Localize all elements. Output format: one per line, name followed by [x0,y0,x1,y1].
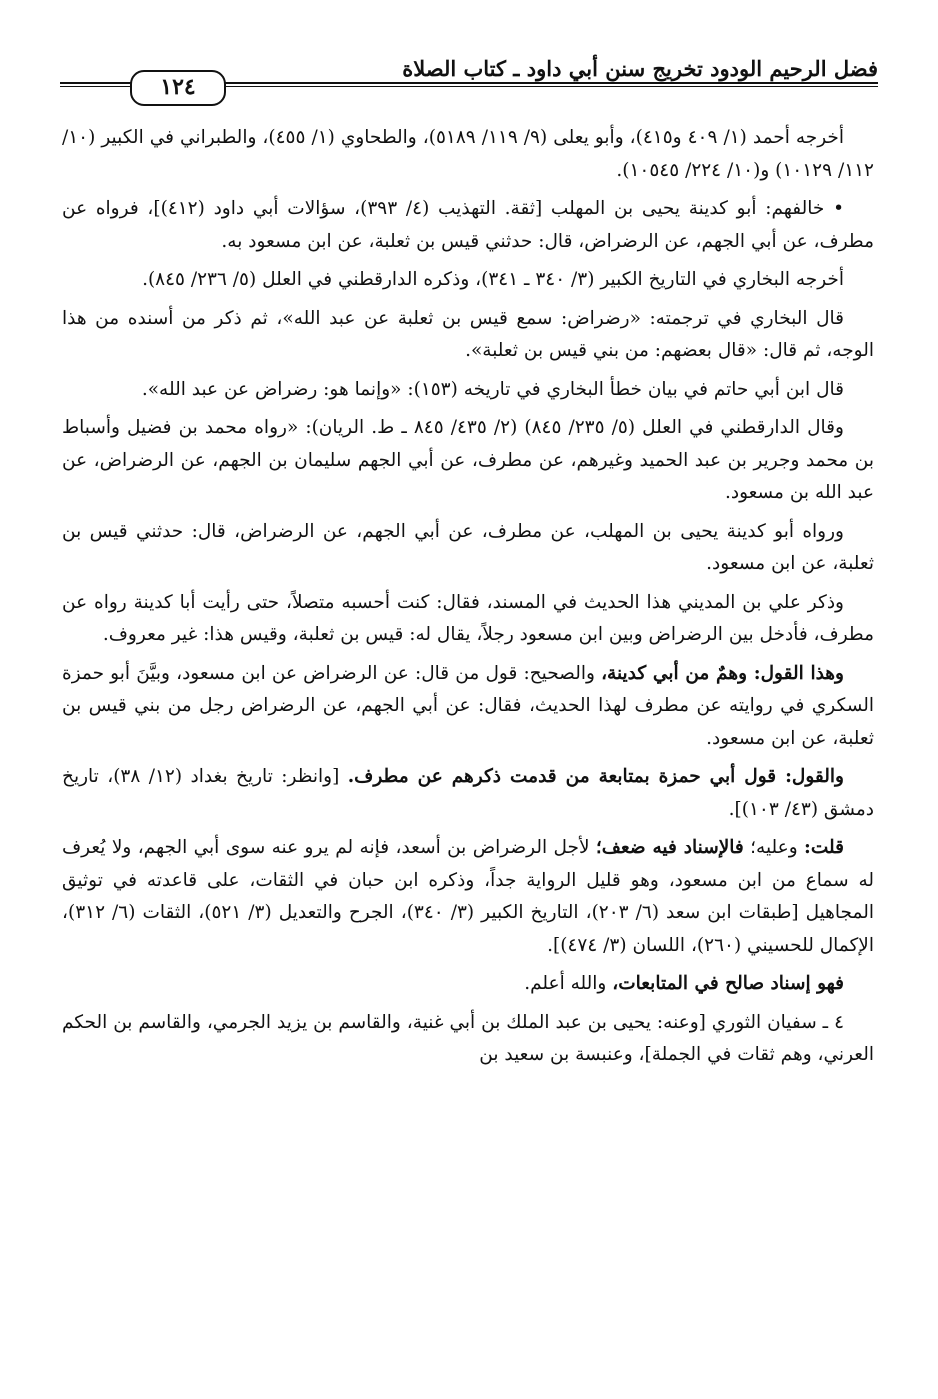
paragraph-12-text: والله أعلم. [524,973,613,994]
paragraph-11-text: وعليه؛ [743,837,805,858]
paragraph-2-text: • خالفهم: أبو كدينة يحيى بن المهلب [ثقة. التهذيب (٤/ ٣٩٣)، سؤالات أبي داود (٤١٢)]، فرواه عن مطرف، عن أبي الجهم، عن الرضراض، قال: حدثني قيس بن ثعلبة، عن ابن مسعود به. [62,198,874,252]
paragraph-11-bold-2: فالإسناد فيه ضعف؛ [595,837,744,858]
page-number: ١٢٤ [130,70,226,106]
paragraph-6-text: وقال الدارقطني في العلل (٥/ ٢٣٥/ ٨٤٥) (٢/ ٤٣٥/ ٨٤٥ ـ ط. الريان): «رواه محمد بن فضيل وأسباط بن محمد وجرير بن عبد الحميد وغيرهم، عن مطرف، عن أبي الجهم سليمان بن الجهم، عن الرضراض، عن عبد الله بن مسعود. [62,417,874,503]
paragraph-5 [62,374,874,407]
paragraph-10-text: [وانظر: تاريخ بغداد (١٢/ ٣٨)، تاريخ دمشق (٤٣/ ١٠٣)]. [62,766,874,820]
paragraph-7 [62,516,874,581]
page-body [62,122,874,1078]
paragraph-4 [62,303,874,368]
paragraph-11-text-2: لأجل الرضراض بن أسعد، فإنه لم يرو عنه سوى أبي الجهم، ولا يُعرف له سماع من ابن مسعود، وهو قليل الرواية جداً، وذكره ابن حبان في الثقات، على قاعدته في توثيق المجاهيل [طبقات ابن سعد (٦/ ٢٠٣)، التاريخ الكبير (٣/ ٣٤٠)، الجرح والتعديل (٣/ ٥٢١)، الثقات (٦/ ٣١٢)، الإكمال للحسيني (٢٦٠)، اللسان (٣/ ٤٧٤)]. [62,837,874,956]
paragraph-3 [62,264,874,297]
paragraph-9-bold: وهذا القول: وهمٌ من أبي كدينة، [601,662,844,684]
paragraph-10 [62,761,874,826]
paragraph-8 [62,587,874,652]
running-title: فضل الرحيم الودود تخريج سنن أبي داود ـ كتاب الصلاة [402,56,878,81]
paragraph-10-bold: والقول: قول أبي حمزة بمتابعة من قدمت ذكرهم عن مطرف. [347,766,844,787]
paragraph-12 [62,968,874,1001]
paragraph-13-text: ٤ ـ سفيان الثوري [وعنه: يحيى بن عبد الملك بن أبي غنية، والقاسم بن يزيد الجرمي، والقاسم بن الحكم العرني، وهم ثقات في الجملة]، وعنبسة بن سعيد بن [62,1011,874,1065]
paragraph-1 [62,122,874,187]
paragraph-5-text: قال ابن أبي حاتم في بيان خطأ البخاري في تاريخه (١٥٣): «وإنما هو: رضراض عن عبد الله». [141,378,844,400]
paragraph-13 [62,1007,874,1072]
paragraph-11-bold: قلت: [804,837,844,858]
paragraph-12-bold: فهو إسناد صالح في المتابعات، [612,973,844,994]
paragraph-6 [62,412,874,510]
paragraph-8-text: وذكر علي بن المديني هذا الحديث في المسند، فقال: كنت أحسبه متصلاً، حتى رأيت أبا كدينة رواه عن مطرف، فأدخل بين الرضراض وبين ابن مسعود رجلاً، يقال له: قيس بن ثعلبة، وقيس هذا: غير معروف. [62,591,874,645]
paragraph-7-text: ورواه أبو كدينة يحيى بن المهلب، عن مطرف، عن أبي الجهم، عن الرضراض، قال: حدثني قيس بن ثعلبة، عن ابن مسعود. [62,520,874,574]
paragraph-1-text: أخرجه أحمد (١/ ٤٠٩ و٤١٥)، وأبو يعلى (٩/ ١١٩/ ٥١٨٩)، والطحاوي (١/ ٤٥٥)، والطبراني في الكبير (١٠/ ١١٢/ ١٠١٢٩) و(١٠/ ٢٢٤/ ١٠٥٤٥). [62,127,874,181]
paragraph-3-text: أخرجه البخاري في التاريخ الكبير (٣/ ٣٤٠ ـ ٣٤١)، وذكره الدارقطني في العلل (٥/ ٢٣٦/ ٨٤٥). [142,269,844,290]
page-header [60,48,878,108]
paragraph-9 [62,658,874,756]
paragraph-2 [62,193,874,258]
paragraph-9-text: والصحيح: قول من قال: عن الرضراض عن ابن مسعود، وبيَّنَ أبو حمزة السكري في روايته عن مطرف لهذا الحديث، فقال: عن أبي الجهم، عن الرضراض رجل من بني قيس بن ثعلبة، عن ابن مسعود. [62,662,874,749]
paragraph-11 [62,832,874,962]
paragraph-4-text: قال البخاري في ترجمته: «رضراض: سمع قيس بن ثعلبة عن عبد الله»، ثم ذكر من أسنده من هذا الوجه، ثم قال: «قال بعضهم: من بني قيس بن ثعلبة». [62,307,874,361]
